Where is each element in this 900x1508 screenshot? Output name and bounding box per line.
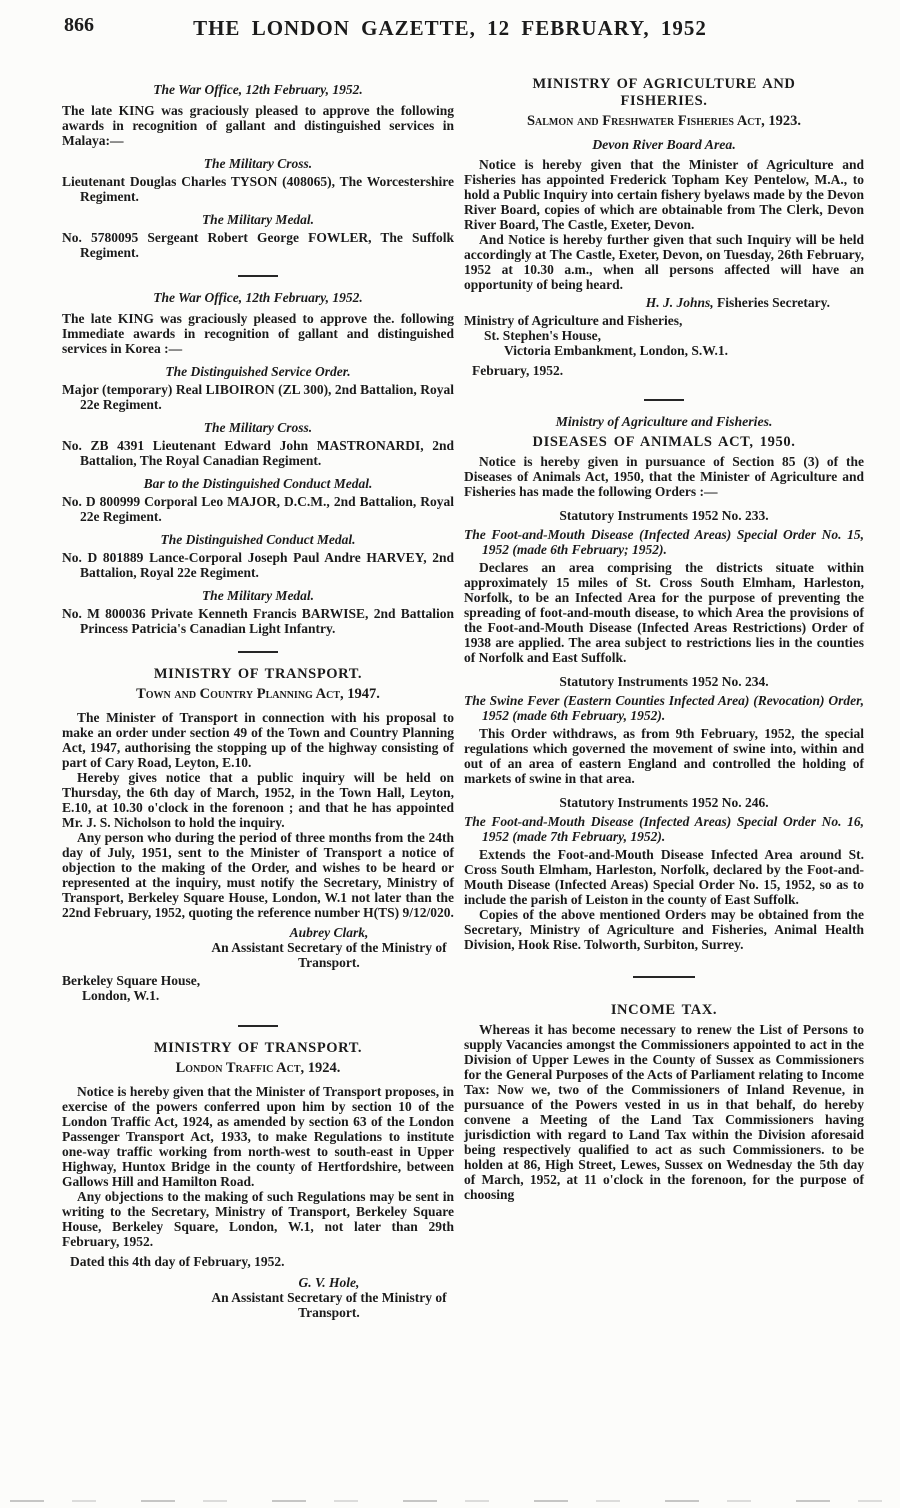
signature-line — [464, 295, 864, 311]
intro-paragraph: The late KING was graciously pleased to approve the. following Immediate awards in recognition of gallant and distinguished services in Korea :— — [62, 311, 454, 356]
section-title: INCOME TAX. — [610, 1002, 718, 1018]
award-recipient: No. ZB 4391 Lieutenant Edward John MASTRONARDI, 2nd Battalion, The Royal Canadian Regiment. — [62, 438, 454, 468]
section-title: MINISTRY OF TRANSPORT. — [153, 666, 363, 682]
paragraph: Notice is hereby given that the Minister of Transport proposes, in exercise of the powers conferred upon him by section 10 of the London Traffic Act, 1924, as amended by section 63 of the London Passenger Transport Act, 1933, to make Regulations to institute one-way traffic working from north-west to south-east in Upper Highway, Huntox Bridge in the county of Hertfordshire, between Gallows Hill and Hamilton Road. — [62, 1084, 454, 1189]
address-line: Victoria Embankment, London, S.W.1. — [504, 343, 729, 358]
section-transport-traffic — [62, 1040, 454, 1320]
statutory-instrument-number: Statutory Instruments 1952 No. 234. — [559, 674, 769, 689]
columns — [0, 60, 900, 1323]
order-title: The Foot-and-Mouth Disease (Infected Areas) Special Order No. 16, 1952 (made 7th February, 1952). — [464, 814, 864, 844]
ministry-subtitle: Ministry of Agriculture and Fisheries. — [555, 414, 773, 429]
intro-paragraph: Notice is hereby given in pursuance of Section 85 (3) of the Diseases of Animals Act, 1950, that the Minister of Agriculture and Fisheries has made the following Orders :— — [464, 454, 864, 499]
award-recipient: No. D 800999 Corporal Leo MAJOR, D.C.M., 2nd Battalion, Royal 22e Regiment. — [62, 494, 454, 524]
copies-paragraph: Copies of the above mentioned Orders may be obtained from the Secretary, Ministry of Agriculture and Fisheries, Animal Health Division, Hook Rise. Tolworth, Surbiton, Surrey. — [464, 907, 864, 952]
section-divider — [644, 399, 684, 401]
award-heading: The Distinguished Conduct Medal. — [160, 532, 356, 547]
dateline: The War Office, 12th February, 1952. — [153, 290, 363, 305]
signature-block — [204, 925, 454, 970]
signature-name: Aubrey Clark, — [289, 925, 369, 940]
paragraph: The Minister of Transport in connection with his proposal to make an order under section 49 of the Town and Country Planning Act, 1947, authorising the stopping up of the highway consisting of part of Cary Road, Leyton, E.10. — [62, 710, 454, 770]
signature-role: Fisheries Secretary. — [717, 295, 830, 310]
award-heading: The Distinguished Service Order. — [165, 364, 351, 379]
award-heading: The Military Medal. — [201, 212, 315, 227]
award-heading: The Military Cross. — [203, 420, 313, 435]
page-header — [0, 0, 900, 60]
section-divider — [238, 275, 278, 277]
act-title: London Traffic Act, 1924. — [175, 1060, 341, 1076]
section-divider — [238, 651, 278, 653]
scan-artifact-line — [10, 1500, 886, 1502]
paragraph: And Notice is hereby further given that such Inquiry will be held accordingly at The Castle, Exeter, Devon, on Tuesday, 26th February, 1952 at 10.30 a.m., when all persons affected will have an opportunity of being heard. — [464, 232, 864, 292]
award-recipient: No. M 800036 Private Kenneth Francis BARWISE, 2nd Battalion Princess Patricia's Canadian Light Infantry. — [62, 606, 454, 636]
address-line: Berkeley Square House, — [62, 973, 201, 988]
paragraph: Whereas it has become necessary to renew the List of Persons to supply Vacancies amongst the Commissioners appointed to act in the Division of Upper Lewes in the County of Sussex as Commissioners for the General Purposes of the Acts of Parliament relating to Income Tax: Now we, two of the Commissioners of Inland Revenue, in pursuance of the Powers vested in us in that behalf, do hereby convene a Meeting of the Land Tax Commissioners having jurisdiction with regard to Land Tax within the Division aforesaid being respectively qualified to act as such Commissioners. to be holden at 86, High Street, Lewes, Sussex on Wednesday the 5th day of March, 1952, at 11 o'clock in the forenoon, for the purpose of choosing — [464, 1022, 864, 1202]
signature-name: G. V. Hole, — [298, 1275, 360, 1290]
order-description: This Order withdraws, as from 9th February, 1952, the special regulations which governed the movement of swine into, within and out of an area of eastern England and controlled the holding of markets of swine in that area. — [464, 726, 864, 786]
statutory-instrument-number: Statutory Instruments 1952 No. 233. — [559, 508, 769, 523]
section-transport-planning — [62, 666, 454, 1003]
section-title: DISEASES OF ANIMALS ACT, 1950. — [532, 434, 796, 450]
section-war-office-malaya — [62, 82, 454, 260]
page-number: 866 — [64, 14, 94, 36]
paragraph: Hereby gives notice that a public inquiry will be held on Thursday, the 6th day of March, 1952, in the Town Hall, Leyton, E.10, at 10.30 o'clock in the forenoon ; and that he has appointed Mr. J. S. Nicholson to hold the inquiry. — [62, 770, 454, 830]
address-line: Ministry of Agriculture and Fisheries, — [464, 313, 683, 328]
signature-block — [204, 1275, 454, 1320]
intro-paragraph: The late KING was graciously pleased to approve the following awards in recognition of gallant and distinguished services in Malaya:— — [62, 103, 454, 148]
award-recipient: No. 5780095 Sergeant Robert George FOWLER, The Suffolk Regiment. — [62, 230, 454, 260]
order-title: The Swine Fever (Eastern Counties Infected Area) (Revocation) Order, 1952 (made 6th February, 1952). — [464, 693, 864, 723]
address-line: London, W.1. — [82, 988, 160, 1003]
section-title: MINISTRY OF AGRICULTURE AND FISHERIES. — [532, 76, 796, 109]
act-title: Salmon and Freshwater Fisheries Act, 1923. — [526, 113, 802, 129]
signature-name: H. J. Johns, — [645, 295, 714, 310]
area-subtitle: Devon River Board Area. — [592, 137, 736, 152]
address-line: St. Stephen's House, — [484, 328, 602, 343]
order-description: Declares an area comprising the districts situate within approximately 15 miles of St. Cross South Elmham, Harleston, Norfolk, to be an Infected Area for the purpose of preventing the spreading of foot-and-mouth disease, to which Area the provisions of the Foot-and-Mouth Disease (Infected Areas Restrictions) Order of 1938 are applied. The area subject to restrictions lies in the counties of Norfolk and East Suffolk. — [464, 560, 864, 665]
act-title: Town and Country Planning Act, 1947. — [136, 686, 380, 702]
section-title: MINISTRY OF TRANSPORT. — [153, 1040, 363, 1056]
award-recipient: Lieutenant Douglas Charles TYSON (408065), The Worcestershire Regiment. — [62, 174, 454, 204]
left-column — [62, 74, 454, 1323]
right-column — [464, 74, 864, 1202]
award-heading: The Military Medal. — [201, 588, 315, 603]
paragraph: Any person who during the period of three months from the 24th day of July, 1951, sent to the Minister of Transport a notice of objection to the making of the Order, and wishes to be heard or represented at the inquiry, must notify the Secretary, Ministry of Transport, Berkeley Square House, London, W.1 not later than the 22nd February, 1952, quoting the reference number H(TS) 9/12/020. — [62, 830, 454, 920]
award-heading: The Military Cross. — [203, 156, 313, 171]
section-divider — [633, 976, 695, 978]
section-agriculture-fisheries — [464, 76, 864, 379]
address-block — [464, 313, 864, 358]
order-title: The Foot-and-Mouth Disease (Infected Areas) Special Order No. 15, 1952 (made 6th February; 1952). — [464, 527, 864, 557]
date-line: February, 1952. — [472, 363, 564, 378]
dated-line: Dated this 4th day of February, 1952. — [70, 1254, 285, 1269]
award-recipient: No. D 801889 Lance-Corporal Joseph Paul Andre HARVEY, 2nd Battalion, Royal 22e Regiment. — [62, 550, 454, 580]
page-title: THE LONDON GAZETTE, 12 FEBRUARY, 1952 — [193, 16, 707, 40]
statutory-instrument-number: Statutory Instruments 1952 No. 246. — [559, 795, 769, 810]
address-block — [62, 973, 454, 1003]
dateline: The War Office, 12th February, 1952. — [153, 82, 363, 97]
section-income-tax — [464, 1002, 864, 1202]
section-divider — [238, 1025, 278, 1027]
paragraph: Any objections to the making of such Regulations may be sent in writing to the Secretary, Ministry of Transport, Berkeley Square House, Berkeley Square, London, W.1, not later than 29th February, 1952. — [62, 1189, 454, 1249]
signature-role: An Assistant Secretary of the Ministry of Transport. — [211, 1290, 447, 1320]
order-description: Extends the Foot-and-Mouth Disease Infected Area around St. Cross South Elmham, Harleston, Norfolk, declared by the Foot-and-Mouth Disease (Infected Areas) Special Order No. 15, 1952, so as to include the parish of Leiston in the county of East Suffolk. — [464, 847, 864, 907]
signature-role: An Assistant Secretary of the Ministry of Transport. — [211, 940, 447, 970]
section-diseases-of-animals — [464, 414, 864, 952]
paragraph: Notice is hereby given that the Minister of Agriculture and Fisheries has appointed Frederick Topham Key Pentelow, M.A., to hold a Public Inquiry into certain fishery byelaws made by the Devon River Board, copies of which are obtainable from The Clerk, Devon River Board, The Castle, Exeter, Devon. — [464, 157, 864, 232]
award-heading: Bar to the Distinguished Conduct Medal. — [143, 476, 373, 491]
section-war-office-korea — [62, 290, 454, 636]
award-recipient: Major (temporary) Real LIBOIRON (ZL 300), 2nd Battalion, Royal 22e Regiment. — [62, 382, 454, 412]
